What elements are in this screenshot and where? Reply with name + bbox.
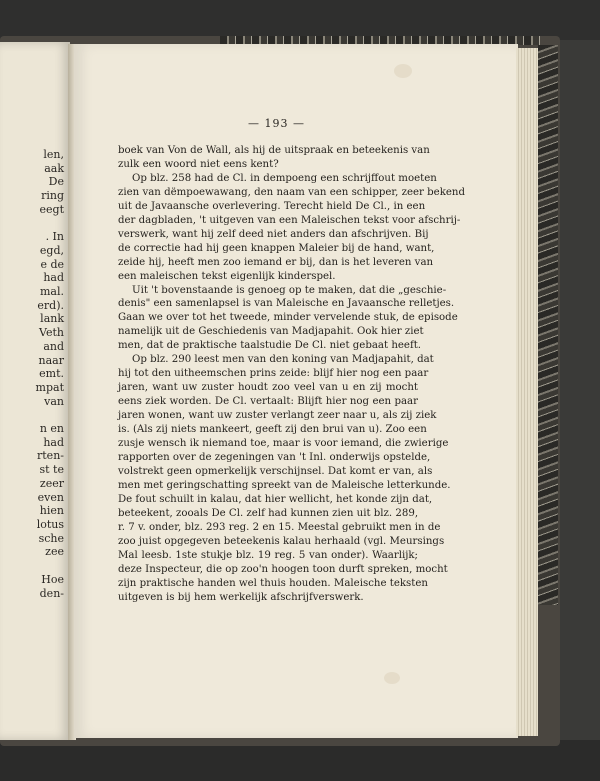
text-line: jaren wonen, want uw zuster verlangt zeer naar u, als zij ziek	[118, 410, 437, 422]
background-bottom	[0, 740, 600, 781]
left-fragment-line: erd).	[37, 298, 64, 312]
left-fragment-line: mpat	[35, 380, 64, 394]
text-line: zusje wensch ik niemand toe, maar is voor iemand, die zwierige	[118, 438, 449, 450]
page-number: — 193 —	[248, 117, 305, 130]
paper-stain	[394, 64, 412, 78]
left-fragment-line: naar	[38, 353, 64, 367]
left-fragment-line: e de	[40, 257, 64, 271]
left-fragment-line: Veth	[39, 326, 64, 340]
text-line: zien van dëmpoewawang, den naam van een schipper, zeer bekend	[118, 186, 465, 198]
text-line: Op blz. 290 leest men van den koning van Madjapahit, dat	[132, 354, 434, 366]
text-line: Uit 't bovenstaande is genoeg op te maken, dat die „geschie-	[132, 284, 447, 296]
body-text	[118, 144, 465, 604]
left-fragment-line: even	[37, 490, 64, 504]
text-line: boek van Von de Wall, als hij de uitspraak en beteekenis van	[118, 145, 430, 156]
text-line: De fout schuilt in kalau, dat hier wellicht, het konde zijn dat,	[118, 493, 433, 505]
text-line: verswerk, want hij zelf deed niet anders dan afschrijven. Bij	[118, 228, 429, 240]
text-line: hij tot den uitheemschen prins zeide: blijf hier nog een paar	[118, 368, 429, 380]
text-line: zoo juist opgegeven beteekenis kalau herhaald (vgl. Meursings	[118, 535, 445, 547]
left-fragment-line: hien	[39, 504, 64, 518]
left-fragment-line: emt.	[39, 367, 64, 381]
left-fragment-line	[36, 217, 64, 231]
left-fragment-line: eegt	[39, 202, 64, 216]
page-edges	[516, 48, 538, 736]
text-line: uit de Javaansche overlevering. Terecht hield De Cl., in een	[118, 200, 426, 212]
text-line: men met geringschatting spreekt van de Maleische letterkunde.	[118, 479, 451, 491]
left-fragment-line: van	[44, 394, 64, 408]
text-line: namelijk uit de Geschiedenis van Madjapahit. Ook hier ziet	[118, 326, 424, 338]
text-line: zulk een woord niet eens kent?	[118, 158, 279, 170]
left-fragment-line: lotus	[36, 517, 64, 531]
left-fragment-line: den-	[39, 586, 64, 600]
left-fragment-line: lank	[40, 312, 64, 326]
text-line: rapporten over de zegeningen van 't Inl. onderwijs opstelde,	[118, 451, 431, 463]
left-fragment-line: had	[43, 271, 64, 285]
left-fragment-line: st te	[39, 463, 64, 477]
left-fragment-line: zeer	[39, 476, 64, 490]
paper-stain	[384, 672, 400, 684]
left-fragment-line: had	[43, 435, 64, 449]
text-line: der dagbladen, 't uitgeven van een Maleischen tekst voor afschrij-	[118, 214, 461, 226]
text-line: r. 7 v. onder, blz. 293 reg. 2 en 15. Meestal gebruikt men in de	[118, 521, 441, 533]
background-top	[0, 0, 600, 40]
text-line: deze Inspecteur, die op zoo'n hoogen toon durft spreken, mocht	[118, 563, 448, 575]
left-fragment-line	[36, 408, 64, 422]
left-fragment-line: ring	[41, 189, 64, 203]
text-line: beteekent, zooals De Cl. zelf had kunnen zien uit blz. 289,	[118, 507, 419, 519]
left-page-fragments	[36, 148, 64, 600]
text-line: volstrekt geen opmerkelijk verschijnsel. Dat komt er van, als	[118, 465, 433, 477]
left-fragment-line: len,	[43, 148, 64, 161]
text-line: de correctie had hij geen knappen Maleier bij de hand, want,	[118, 242, 435, 254]
marbled-edge-right	[538, 45, 558, 605]
left-fragment-line: zee	[45, 545, 64, 559]
text-line: is. (Als zij niets mankeert, geeft zij den brui van u). Zoo een	[118, 424, 427, 436]
left-page	[0, 42, 70, 740]
text-line: zijn praktische handen wel thuis houden. Maleische teksten	[118, 577, 428, 589]
left-fragment-line: mal.	[39, 285, 64, 299]
text-line: zeide hij, heeft men zoo iemand er bij, dan is het leveren van	[118, 256, 434, 268]
left-fragment-line: aak	[44, 161, 64, 175]
text-line: eens ziek worden. De Cl. vertaalt: Blijft hier nog een paar	[118, 396, 418, 408]
text-line: een maleischen tekst eigenlijk kinderspel.	[118, 270, 336, 282]
text-line: uitgeven is bij hem werkelijk afschrijfverswerk.	[118, 591, 364, 603]
left-fragment-line: n en	[39, 422, 64, 436]
text-line: men, dat de praktische taalstudie De Cl. niet gebaat heeft.	[118, 340, 422, 352]
left-fragment-line: rten-	[37, 449, 64, 463]
left-fragment-line	[36, 559, 64, 573]
left-fragment-line: De	[48, 175, 64, 189]
text-line: Gaan we over tot het tweede, minder vervelende stuk, de episode	[118, 312, 458, 324]
text-line: Mal leesb. 1ste stukje blz. 19 reg. 5 van onder). Waarlijk;	[118, 549, 418, 561]
text-line: denis" een samenlapsel is van Maleische en Javaansche relletjes.	[118, 298, 455, 310]
left-fragment-line: and	[43, 339, 64, 353]
left-fragment-line: Hoe	[41, 572, 64, 586]
left-fragment-line: . In	[45, 230, 64, 244]
left-fragment-line: egd,	[39, 243, 64, 257]
left-fragment-line: sche	[38, 531, 64, 545]
text-line: Op blz. 258 had de Cl. in dempoeng een schrijffout moeten	[132, 172, 437, 184]
text-line: jaren, want uw zuster houdt zoo veel van u en zij mocht	[118, 382, 418, 394]
